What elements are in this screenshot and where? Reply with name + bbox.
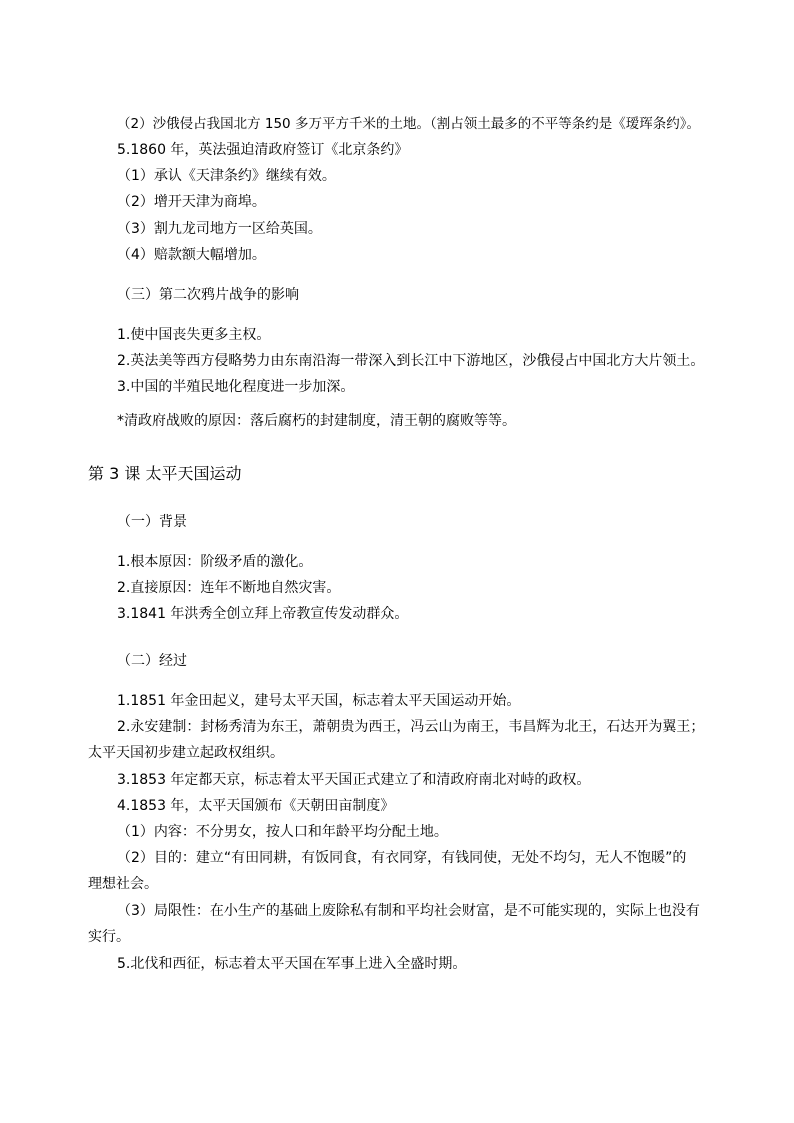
section-heading: （三）第二次鸦片战争的影响 — [117, 287, 299, 303]
text-line: 1.1851 年金田起义，建号太平天国，标志着太平天国运动开始。 — [117, 693, 521, 709]
section-heading: （一）背景 — [117, 514, 187, 530]
text-line: 理想社会。 — [88, 876, 158, 892]
text-line: （1）内容：不分男女，按人口和年龄平均分配土地。 — [117, 824, 448, 840]
text-line: （3）割九龙司地方一区给英国。 — [117, 221, 322, 237]
section-heading: （二）经过 — [117, 653, 187, 669]
text-line: 1.使中国丧失更多主权。 — [117, 327, 271, 343]
text-line: （4）赔款额大幅增加。 — [117, 247, 266, 263]
text-line: （2）增开天津为商埠。 — [117, 194, 266, 210]
text-line: 5.北伐和西征，标志着太平天国在军事上进入全盛时期。 — [117, 956, 467, 972]
text-line: 1.根本原因：阶级矛盾的激化。 — [117, 554, 313, 570]
text-line: 5.1860 年，英法强迫清政府签订《北京条约》 — [117, 142, 409, 158]
text-line: 4.1853 年，太平天国颁布《天朝田亩制度》 — [117, 798, 395, 814]
text-line: 3.1841 年洪秀全创立拜上帝教宣传发动群众。 — [117, 606, 409, 622]
text-line: 3.中国的半殖民地化程度进一步加深。 — [117, 379, 355, 395]
text-line: 2.永安建制：封杨秀清为东王，萧朝贵为西王，冯云山为南王，韦昌辉为北王，石达开为翼王； — [117, 719, 705, 735]
text-line: *清政府战败的原因：落后腐朽的封建制度，清王朝的腐败等等。 — [117, 413, 516, 429]
text-line: （1）承认《天津条约》继续有效。 — [117, 168, 336, 184]
text-line: 太平天国初步建立起政权组织。 — [88, 745, 284, 761]
text-line: 实行。 — [88, 929, 130, 945]
text-line: （2）沙俄侵占我国北方 150 多万平方千米的土地。（割占领土最多的不平等条约是《瑷珲条约》。 — [117, 116, 700, 132]
text-line: （2）目的：建立“有田同耕，有饭同食，有衣同穿，有钱同使，无处不均匀，无人不饱暖”的 — [117, 850, 687, 866]
text-line: 2.直接原因：连年不断地自然灾害。 — [117, 580, 341, 596]
text-line: （3）局限性：在小生产的基础上废除私有制和平均社会财富，是不可能实现的，实际上也没有 — [117, 903, 700, 919]
text-line: 3.1853 年定都天京，标志着太平天国正式建立了和清政府南北对峙的政权。 — [117, 772, 591, 788]
text-line: 2.英法美等西方侵略势力由东南沿海一带深入到长江中下游地区，沙俄侵占中国北方大片领土。 — [117, 353, 705, 369]
lesson-title: 第 3 课 太平天国运动 — [88, 464, 242, 483]
